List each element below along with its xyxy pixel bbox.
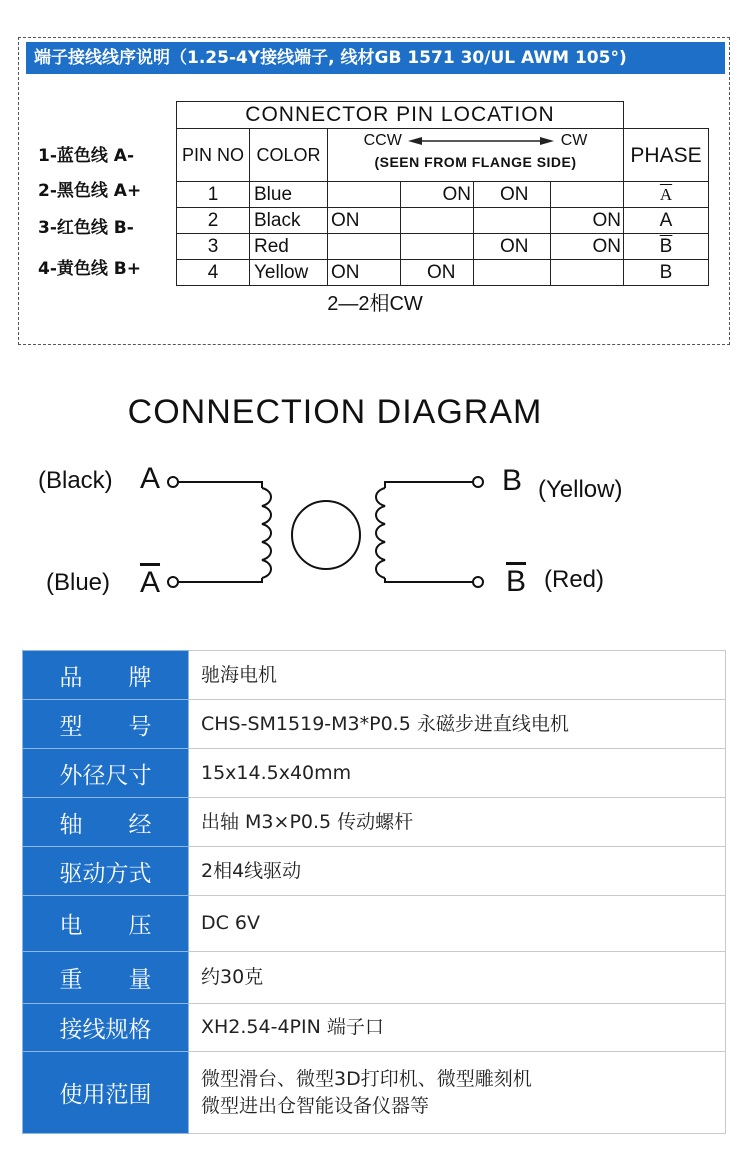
spec-label: 接线规格 <box>23 1004 189 1052</box>
col-direction-header <box>328 129 624 182</box>
step-cell: ON <box>401 182 474 208</box>
phase-cell: A <box>624 208 709 234</box>
phase-cell: $\overline{B}$ <box>624 234 709 260</box>
diagram-title: CONNECTION DIAGRAM <box>127 393 543 431</box>
spec-value: CHS-SM1519-M3*P0.5 永磁步进直线电机 <box>189 700 726 749</box>
pin-cell: 4 <box>177 260 250 286</box>
table-row <box>177 234 709 260</box>
color-cell: Blue <box>250 182 328 208</box>
terminal-a-bar-label: $\overline{A}$ <box>140 566 161 599</box>
color-cell: Yellow <box>250 260 328 286</box>
step-cell: ON <box>551 208 624 234</box>
spec-label: 型 号 <box>23 700 189 749</box>
step-cell <box>401 234 474 260</box>
direction-arrow-icon <box>406 135 556 147</box>
step-cell <box>401 208 474 234</box>
spec-value-line-2: 微型进出仓智能设备仪器等 <box>201 1094 430 1117</box>
spec-row-size <box>23 749 726 798</box>
spec-table <box>22 650 726 1134</box>
step-cell: ON <box>474 182 551 208</box>
blue-wire-label: (Blue) <box>46 569 111 596</box>
table-title: CONNECTOR PIN LOCATION <box>177 102 624 129</box>
step-cell: ON <box>551 234 624 260</box>
col-pin-header: PIN NO <box>177 129 250 182</box>
spec-value: DC 6V <box>189 896 726 952</box>
spec-label: 电 压 <box>23 896 189 952</box>
spec-value: 约30克 <box>189 952 726 1004</box>
col-color-header: COLOR <box>250 129 328 182</box>
pin-cell: 3 <box>177 234 250 260</box>
cw-label: CW <box>560 132 588 149</box>
spec-label: 使用范围 <box>23 1052 189 1134</box>
spec-value <box>189 1052 726 1134</box>
phase-cell: B <box>624 260 709 286</box>
seen-from-label: (SEEN FROM FLANGE SIDE) <box>374 154 577 170</box>
spec-value: 出轴 M3×P0.5 传动螺杆 <box>189 798 726 847</box>
spec-label: 品 牌 <box>23 651 189 700</box>
spec-value: 15x14.5x40mm <box>189 749 726 798</box>
spec-label: 驱动方式 <box>23 847 189 896</box>
spec-row-drive <box>23 847 726 896</box>
terminal-a-label: A <box>140 462 161 495</box>
wire-label-2: 2-黑色线 A+ <box>38 181 142 201</box>
step-cell: ON <box>328 260 401 286</box>
pin-cell: 1 <box>177 182 250 208</box>
step-cell: ON <box>328 208 401 234</box>
step-cell <box>474 208 551 234</box>
red-wire-label: (Red) <box>544 566 605 593</box>
table-row <box>177 260 709 286</box>
wiring-header: 端子接线线序说明（1.25-4Y接线端子, 线材GB 1571 30/UL AWM 105°) <box>26 42 725 74</box>
terminal-b-label: B <box>502 464 523 497</box>
spec-row-connector <box>23 1004 726 1052</box>
terminal-b-bar-label: $\overline{B}$ <box>506 565 527 598</box>
spec-row-weight <box>23 952 726 1004</box>
spec-row-shaft <box>23 798 726 847</box>
spec-row-voltage <box>23 896 726 952</box>
spec-value: XH2.54-4PIN 端子口 <box>189 1004 726 1052</box>
spec-row-brand <box>23 651 726 700</box>
table-row <box>177 182 709 208</box>
spec-row-usage <box>23 1052 726 1134</box>
pin-cell: 2 <box>177 208 250 234</box>
phase-note: 2—2相CW <box>327 293 423 315</box>
step-cell <box>474 260 551 286</box>
step-cell <box>328 182 401 208</box>
color-cell: Black <box>250 208 328 234</box>
black-wire-label: (Black) <box>38 467 113 494</box>
spec-label: 轴 经 <box>23 798 189 847</box>
step-cell <box>551 260 624 286</box>
col-phase-header: PHASE <box>624 129 709 182</box>
table-row <box>177 208 709 234</box>
step-cell <box>328 234 401 260</box>
wire-label-3: 3-红色线 B- <box>38 218 134 238</box>
phase-cell: $\overline{A}$ <box>624 182 709 208</box>
ccw-label: CCW <box>363 132 402 149</box>
spec-value-line-1: 微型滑台、微型3D打印机、微型雕刻机 <box>201 1067 532 1090</box>
spec-label: 外径尺寸 <box>23 749 189 798</box>
step-cell <box>551 182 624 208</box>
spec-row-model <box>23 700 726 749</box>
spec-value: 驰海电机 <box>189 651 726 700</box>
pin-location-table <box>176 101 709 286</box>
spec-value: 2相4线驱动 <box>189 847 726 896</box>
wire-label-1: 1-蓝色线 A- <box>38 146 135 166</box>
color-cell: Red <box>250 234 328 260</box>
yellow-wire-label: (Yellow) <box>538 476 623 503</box>
spec-label: 重 量 <box>23 952 189 1004</box>
wire-label-4: 4-黄色线 B+ <box>38 259 142 279</box>
step-cell: ON <box>474 234 551 260</box>
step-cell: ON <box>401 260 474 286</box>
